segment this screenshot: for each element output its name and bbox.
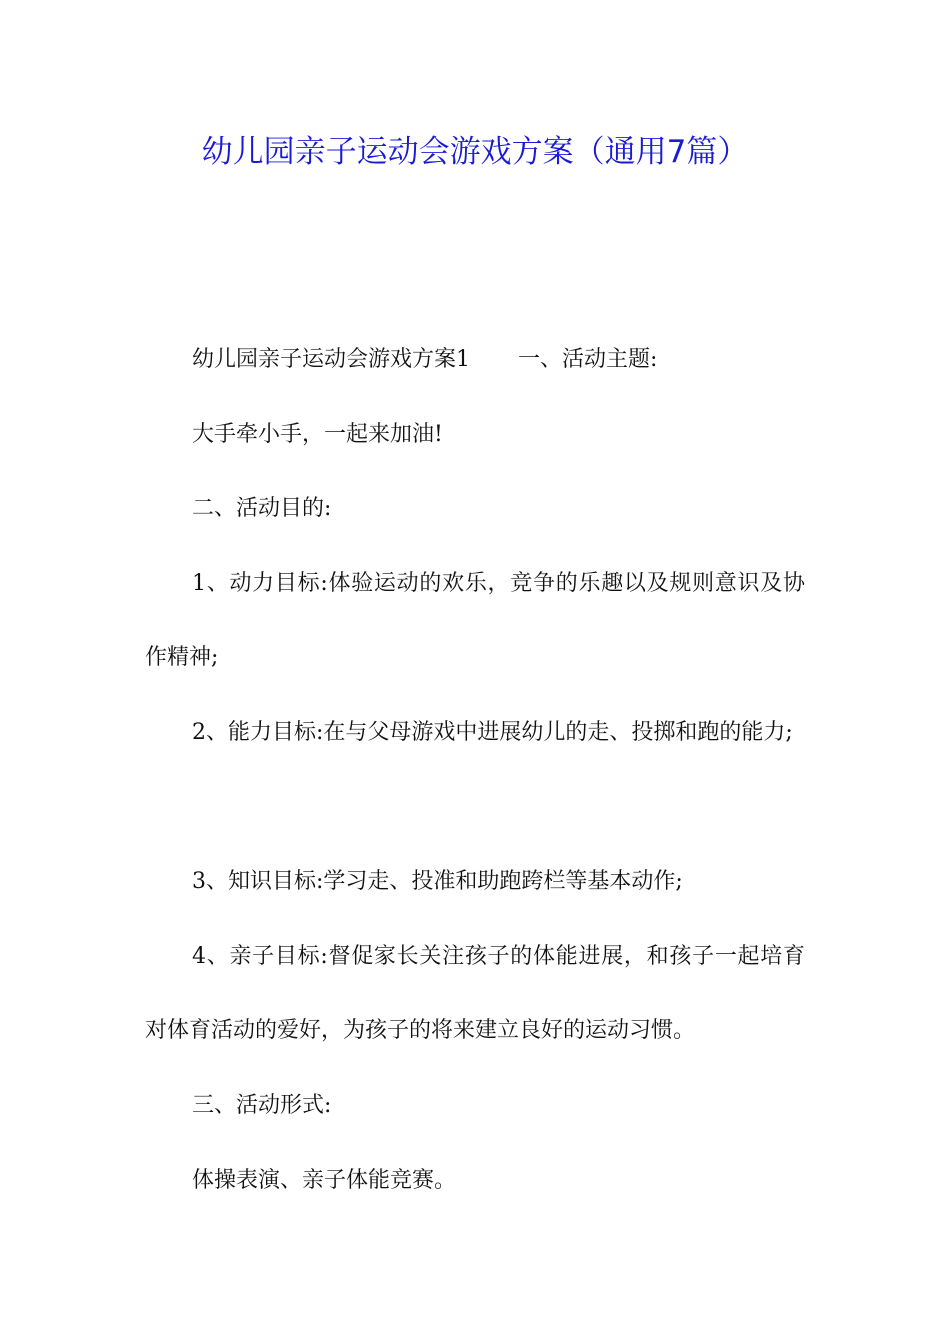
paragraph-goal-2: 2、能力目标:在与父母游戏中进展幼儿的走、投掷和跑的能力; <box>192 720 793 745</box>
paragraph-goal-4: 4、亲子目标:督促家长关注孩子的体能进展，和孩子一起培育对体育活动的爱好，为孩子的将来建立良好的运动习惯。 <box>145 944 805 1043</box>
paragraph-format-text: 体操表演、亲子体能竞赛。 <box>192 1168 457 1193</box>
section-heading-format: 三、活动形式: <box>192 1093 332 1118</box>
plan-heading: 幼儿园亲子运动会游戏方案1 <box>192 347 470 372</box>
section-heading-theme: 一、活动主题: <box>518 347 658 372</box>
paragraph-plan-heading <box>145 323 805 397</box>
paragraph-goal-1: 1、动力目标:体验运动的欢乐，竞争的乐趣以及规则意识及协作精神; <box>145 571 805 670</box>
document-title: 幼儿园亲子运动会游戏方案（通用7篇） <box>201 134 749 170</box>
section-heading-goals: 二、活动目的: <box>192 496 332 521</box>
paragraph-theme-text: 大手牵小手，一起来加油! <box>192 422 443 447</box>
paragraph-goal-3: 3、知识目标:学习走、投准和助跑跨栏等基本动作; <box>192 869 683 894</box>
